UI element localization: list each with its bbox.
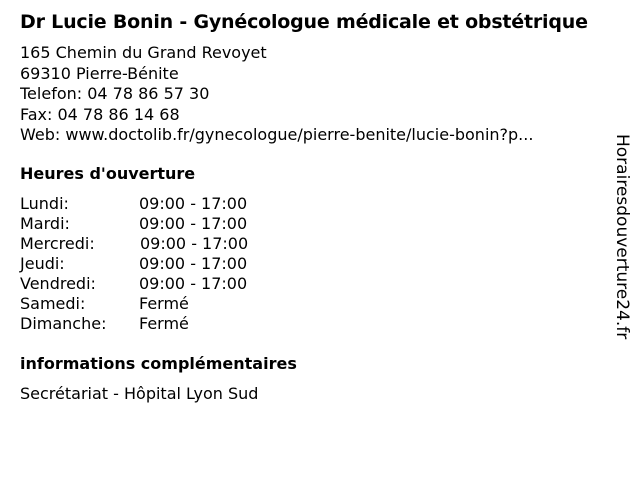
hours-row-thursday [20,254,320,274]
hours-row-monday [20,194,320,214]
additional-info-heading: informations complémentaires [20,354,297,373]
hours-value: 09:00 - 17:00 [140,234,249,253]
address-street: 165 Chemin du Grand Revoyet [20,43,267,62]
hours-value: 09:00 - 17:00 [139,194,248,213]
day-label: Jeudi: [20,254,65,273]
hours-row-wednesday [20,234,320,254]
day-label: Lundi: [20,194,69,213]
contact-block [20,43,600,146]
day-label: Samedi: [20,294,86,313]
site-brand-label: Horairesdouverture24.fr [612,134,632,340]
page-title: Dr Lucie Bonin - Gynécologue médicale et obstétrique [20,11,588,33]
hours-value: Fermé [139,294,189,313]
address-city: 69310 Pierre-Bénite [20,63,179,83]
phone-number[interactable]: Telefon: 04 78 86 57 30 [20,84,210,103]
hours-value: 09:00 - 17:00 [139,214,248,233]
day-label: Mardi: [20,214,70,233]
day-label: Vendredi: [20,274,96,293]
hours-value: Fermé [139,314,189,333]
hours-row-tuesday [20,214,320,234]
hours-row-friday [20,274,320,294]
site-brand [612,134,634,370]
hours-value: 09:00 - 17:00 [139,274,248,293]
additional-info-text: Secrétariat - Hôpital Lyon Sud [20,384,259,403]
website-link[interactable]: Web: www.doctolib.fr/gynecologue/pierre-benite/lucie-bonin?p... [20,125,534,144]
day-label: Mercredi: [20,234,95,253]
opening-hours-heading: Heures d'ouverture [20,164,196,183]
hours-value: 09:00 - 17:00 [139,254,248,273]
day-label: Dimanche: [20,314,107,333]
hours-row-saturday [20,294,320,314]
hours-row-sunday [20,314,320,334]
fax-number: Fax: 04 78 86 14 68 [20,104,180,124]
opening-hours-table [20,194,320,334]
